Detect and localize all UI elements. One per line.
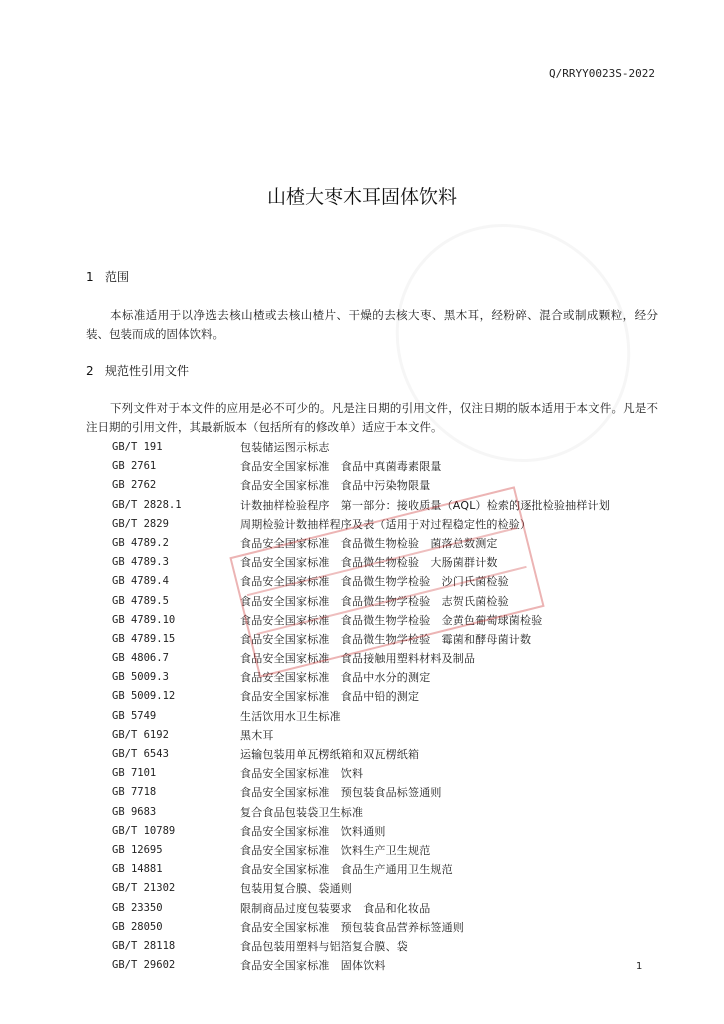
reference-code: GB/T 28118 — [112, 939, 176, 952]
reference-code: GB 2762 — [112, 479, 157, 492]
reference-code: GB 5009.3 — [112, 671, 169, 684]
reference-title: 食品安全国家标准 食品微生物检验 大肠菌群计数 — [240, 556, 498, 570]
document-title: 山楂大枣木耳固体饮料 — [266, 186, 457, 208]
reference-title: 食品安全国家标准 食品中污染物限量 — [240, 479, 431, 493]
section-heading-scope — [86, 268, 129, 285]
reference-item — [112, 803, 610, 822]
section-number: 1 — [86, 270, 94, 284]
reference-code: GB 12695 — [112, 843, 163, 856]
reference-title: 食品安全国家标准 固体饮料 — [240, 959, 386, 973]
reference-item — [112, 764, 610, 783]
reference-title: 黑木耳 — [240, 728, 274, 742]
reference-item — [112, 592, 610, 611]
reference-title: 食品安全国家标准 食品微生物学检验 霉菌和酵母菌计数 — [240, 632, 532, 646]
reference-code: GB/T 6192 — [112, 728, 169, 741]
reference-code: GB 5749 — [112, 709, 157, 722]
reference-code: GB 4789.3 — [112, 556, 169, 569]
reference-item — [112, 515, 610, 534]
reference-item — [112, 457, 610, 476]
reference-item — [112, 783, 610, 802]
reference-item — [112, 745, 610, 764]
section-heading-references — [86, 362, 189, 379]
reference-code: GB 4789.4 — [112, 575, 169, 588]
reference-item — [112, 668, 610, 687]
reference-code: GB/T 29602 — [112, 959, 176, 972]
reference-title: 食品安全国家标准 饮料 — [240, 767, 364, 781]
reference-title: 食品安全国家标准 食品微生物学检验 沙门氏菌检验 — [240, 575, 509, 589]
reference-item — [112, 879, 610, 898]
reference-item — [112, 956, 610, 975]
reference-title: 食品安全国家标准 食品中铅的测定 — [240, 690, 420, 704]
reference-item — [112, 534, 610, 553]
document-code: Q/RRYY0023S-2022 — [549, 67, 655, 80]
reference-item — [112, 611, 610, 630]
reference-code: GB 9683 — [112, 805, 157, 818]
section-title: 规范性引用文件 — [105, 364, 190, 378]
reference-code: GB 28050 — [112, 920, 163, 933]
reference-title: 周期检验计数抽样程序及表（适用于对过程稳定性的检验） — [240, 517, 532, 531]
section-number: 2 — [86, 364, 94, 378]
reference-title: 包装用复合膜、袋通则 — [240, 882, 352, 896]
reference-title: 食品安全国家标准 饮料生产卫生规范 — [240, 843, 431, 857]
reference-item — [112, 707, 610, 726]
reference-code: GB/T 21302 — [112, 882, 176, 895]
reference-item — [112, 649, 610, 668]
reference-title: 生活饮用水卫生标准 — [240, 709, 341, 723]
scope-paragraph: 本标准适用于以净选去核山楂或去核山楂片、干燥的去核大枣、黑木耳，经粉碎、混合或制成颗粒，经分装、包装而成的固体饮料。 — [86, 308, 658, 341]
reference-title: 限制商品过度包装要求 食品和化妆品 — [240, 901, 431, 915]
reference-list — [112, 438, 610, 975]
reference-title: 食品安全国家标准 食品微生物学检验 金黄色葡萄球菌检验 — [240, 613, 543, 627]
reference-item — [112, 937, 610, 956]
reference-item — [112, 687, 610, 706]
reference-title: 包装储运图示标志 — [240, 441, 330, 454]
reference-code: GB/T 2828.1 — [112, 498, 182, 511]
reference-code: GB 2761 — [112, 460, 157, 473]
reference-title: 食品安全国家标准 食品微生物学检验 志贺氏菌检验 — [240, 594, 509, 608]
reference-code: GB 7718 — [112, 786, 157, 799]
reference-title: 运输包装用单瓦楞纸箱和双瓦楞纸箱 — [240, 748, 420, 761]
reference-code: GB 4789.2 — [112, 536, 169, 549]
reference-item — [112, 841, 610, 860]
reference-title: 食品安全国家标准 食品中真菌毒素限量 — [240, 460, 442, 474]
reference-code: GB/T 2829 — [112, 517, 169, 530]
reference-item — [112, 496, 610, 515]
reference-code: GB 4789.5 — [112, 594, 169, 607]
reference-title: 食品安全国家标准 预包装食品标签通则 — [240, 786, 442, 800]
reference-code: GB/T 191 — [112, 441, 163, 453]
reference-item — [112, 822, 610, 841]
reference-code: GB 4789.15 — [112, 632, 176, 645]
reference-item — [112, 572, 610, 591]
reference-item — [112, 860, 610, 879]
reference-title: 复合食品包装袋卫生标准 — [240, 805, 364, 819]
references-intro-paragraph: 下列文件对于本文件的应用是必不可少的。凡是注日期的引用文件，仅注日期的版本适用于本文件。凡是不注日期的引用文件，其最新版本（包括所有的修改单）适应于本文件。 — [86, 401, 658, 434]
reference-title: 食品安全国家标准 食品接触用塑料材料及制品 — [240, 652, 476, 666]
reference-item — [112, 553, 610, 572]
reference-code: GB 5009.12 — [112, 690, 176, 703]
reference-code: GB 7101 — [112, 767, 157, 780]
reference-item — [112, 630, 610, 649]
reference-title: 食品安全国家标准 预包装食品营养标签通则 — [240, 920, 464, 934]
reference-title: 食品安全国家标准 食品生产通用卫生规范 — [240, 863, 453, 877]
section-title: 范围 — [105, 270, 130, 284]
reference-title: 食品安全国家标准 食品中水分的测定 — [240, 671, 431, 685]
reference-title: 计数抽样检验程序 第一部分：接收质量（AQL）检索的逐批检验抽样计划 — [240, 498, 610, 512]
reference-item — [112, 438, 610, 457]
reference-code: GB 14881 — [112, 863, 163, 876]
reference-title: 食品包装用塑料与铝箔复合膜、袋 — [240, 939, 408, 953]
reference-code: GB 23350 — [112, 901, 163, 914]
reference-code: GB/T 10789 — [112, 824, 176, 837]
page-number: 1 — [636, 961, 643, 972]
reference-title: 食品安全国家标准 饮料通则 — [240, 824, 386, 838]
reference-code: GB 4789.10 — [112, 613, 176, 626]
reference-item — [112, 899, 610, 918]
reference-item — [112, 476, 610, 495]
reference-item — [112, 918, 610, 937]
reference-code: GB/T 6543 — [112, 748, 169, 760]
reference-code: GB 4806.7 — [112, 652, 169, 665]
reference-title: 食品安全国家标准 食品微生物检验 菌落总数测定 — [240, 536, 498, 550]
reference-item — [112, 726, 610, 745]
